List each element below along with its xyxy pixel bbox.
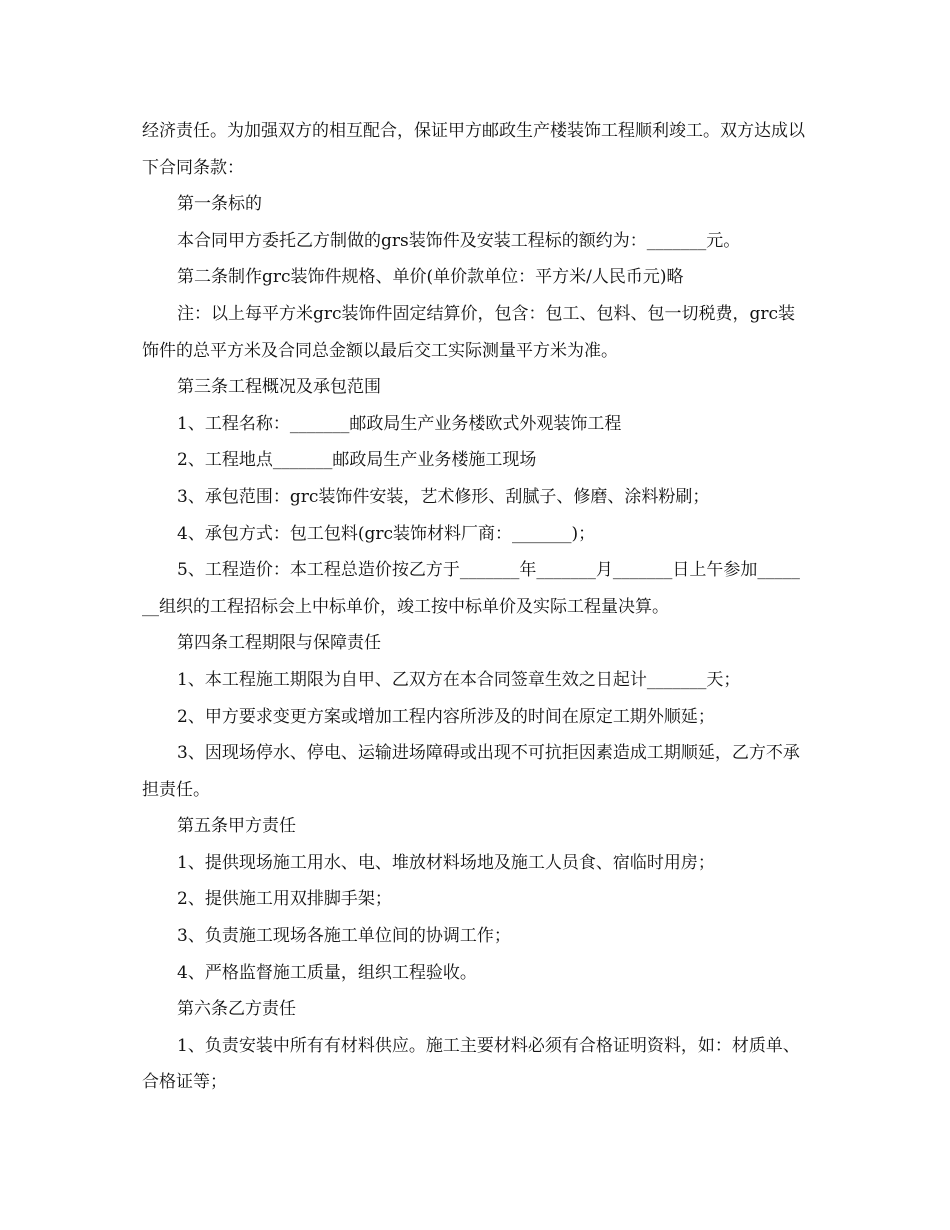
article-3-heading: 第三条工程概况及承包范围	[177, 377, 381, 398]
contract-body	[142, 113, 807, 1101]
list-item-party-a-scaffold: 2、提供施工用双排脚手架；	[177, 889, 392, 910]
article-5-heading: 第五条甲方责任	[177, 816, 296, 837]
article-2-heading: 第二条制作grc装饰件规格、单价(单价款单位：平方米/人民币元)略	[177, 267, 684, 288]
list-item-project-cost: 5、工程造价：本工程总造价按乙方于_______年_______月_______日上午参加_______组织的工程招标会上中标单价，竣工按中标单价及实际工程量决算。	[142, 560, 800, 617]
paragraph-note-price: 注：以上每平方米grc装饰件固定结算价，包含：包工、包料、包一切税费，grc装饰件的总平方米及合同总金额以最后交工实际测量平方米为准。	[142, 303, 796, 361]
list-item-party-b-materials: 1、负责安装中所有有材料供应。施工主要材料必须有合格证明资料，如：材质单、合格证等；	[142, 1035, 800, 1093]
list-item-construction-period: 1、本工程施工期限为自甲、乙双方在本合同签章生效之日起计_______天；	[177, 669, 741, 690]
list-item-party-a-coordination: 3、负责施工现场各施工单位间的协调工作；	[177, 926, 511, 947]
article-4-heading: 第四条工程期限与保障责任	[177, 633, 381, 654]
paragraph-subject-amount: 本合同甲方委托乙方制做的grs装饰件及安装工程标的额约为：_______元。	[177, 230, 741, 251]
list-item-project-name: 1、工程名称：_______邮政局生产业务楼欧式外观装饰工程	[177, 413, 622, 434]
list-item-party-a-quality: 4、严格监督施工质量，组织工程验收。	[177, 962, 477, 983]
list-item-contract-scope: 3、承包范围：grc装饰件安装，艺术修形、刮腻子、修磨、涂料粉刷；	[177, 486, 710, 507]
article-1-heading: 第一条标的	[177, 194, 262, 215]
list-item-project-location: 2、工程地点_______邮政局生产业务楼施工现场	[177, 450, 537, 471]
list-item-force-majeure: 3、因现场停水、停电、运输进场障碍或出现不可抗拒因素造成工期顺延，乙方不承担责任。	[142, 743, 800, 800]
list-item-contract-method: 4、承包方式：包工包料(grc装饰材料厂商：_______)；	[177, 523, 596, 544]
paragraph-continuation: 经济责任。为加强双方的相互配合，保证甲方邮政生产楼装饰工程顺利竣工。双方达成以下合同条款：	[142, 121, 805, 178]
list-item-change-extension: 2、甲方要求变更方案或增加工程内容所涉及的时间在原定工期外顺延；	[177, 706, 715, 727]
article-6-heading: 第六条乙方责任	[177, 999, 296, 1020]
list-item-party-a-site: 1、提供现场施工用水、电、堆放材料场地及施工人员食、宿临时用房；	[177, 852, 715, 873]
